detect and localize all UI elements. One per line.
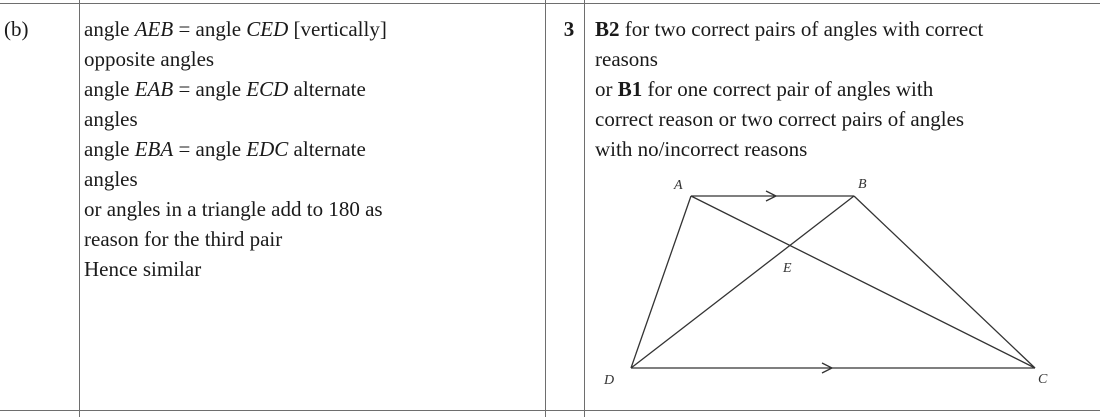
segment-bc xyxy=(854,196,1035,368)
column-divider-2 xyxy=(545,0,546,417)
column-divider-1 xyxy=(79,0,80,417)
table-top-border xyxy=(0,3,1100,4)
guidance-line-4: correct reason or two correct pairs of angles xyxy=(595,107,965,131)
part-label: (b) xyxy=(4,17,29,41)
answer-line-3: angle EAB = angle ECD alternate xyxy=(84,77,366,101)
answer-line-9: Hence similar xyxy=(84,257,202,281)
guidance-line-3: or B1 for one correct pair of angles with xyxy=(595,77,934,101)
answer-line-6: angles xyxy=(84,167,138,191)
guidance-column xyxy=(595,14,1085,164)
answer-line-7: or angles in a triangle add to 180 as xyxy=(84,197,383,221)
answer-line-1: angle AEB = angle CED [vertically] xyxy=(84,17,387,41)
marks-value: 3 xyxy=(563,17,575,41)
guidance-line-1: B2 for two correct pairs of angles with correct xyxy=(595,17,984,41)
column-divider-3 xyxy=(584,0,585,417)
trapezium-diagram xyxy=(590,172,1060,392)
answer-line-2: opposite angles xyxy=(84,47,215,71)
guidance-line-5: with no/incorrect reasons xyxy=(595,137,808,161)
segment-ad xyxy=(631,196,691,368)
answer-line-8: reason for the third pair xyxy=(84,227,283,251)
label-b: B xyxy=(858,177,867,192)
answer-line-5: angle EBA = angle EDC alternate xyxy=(84,137,366,161)
label-e: E xyxy=(783,261,792,276)
table-bottom-border xyxy=(0,410,1100,411)
answer-column xyxy=(84,14,464,284)
answer-line-4: angles xyxy=(84,107,138,131)
label-c: C xyxy=(1038,372,1048,387)
label-a: A xyxy=(674,178,683,193)
label-d: D xyxy=(604,373,615,388)
guidance-line-2: reasons xyxy=(595,47,658,71)
